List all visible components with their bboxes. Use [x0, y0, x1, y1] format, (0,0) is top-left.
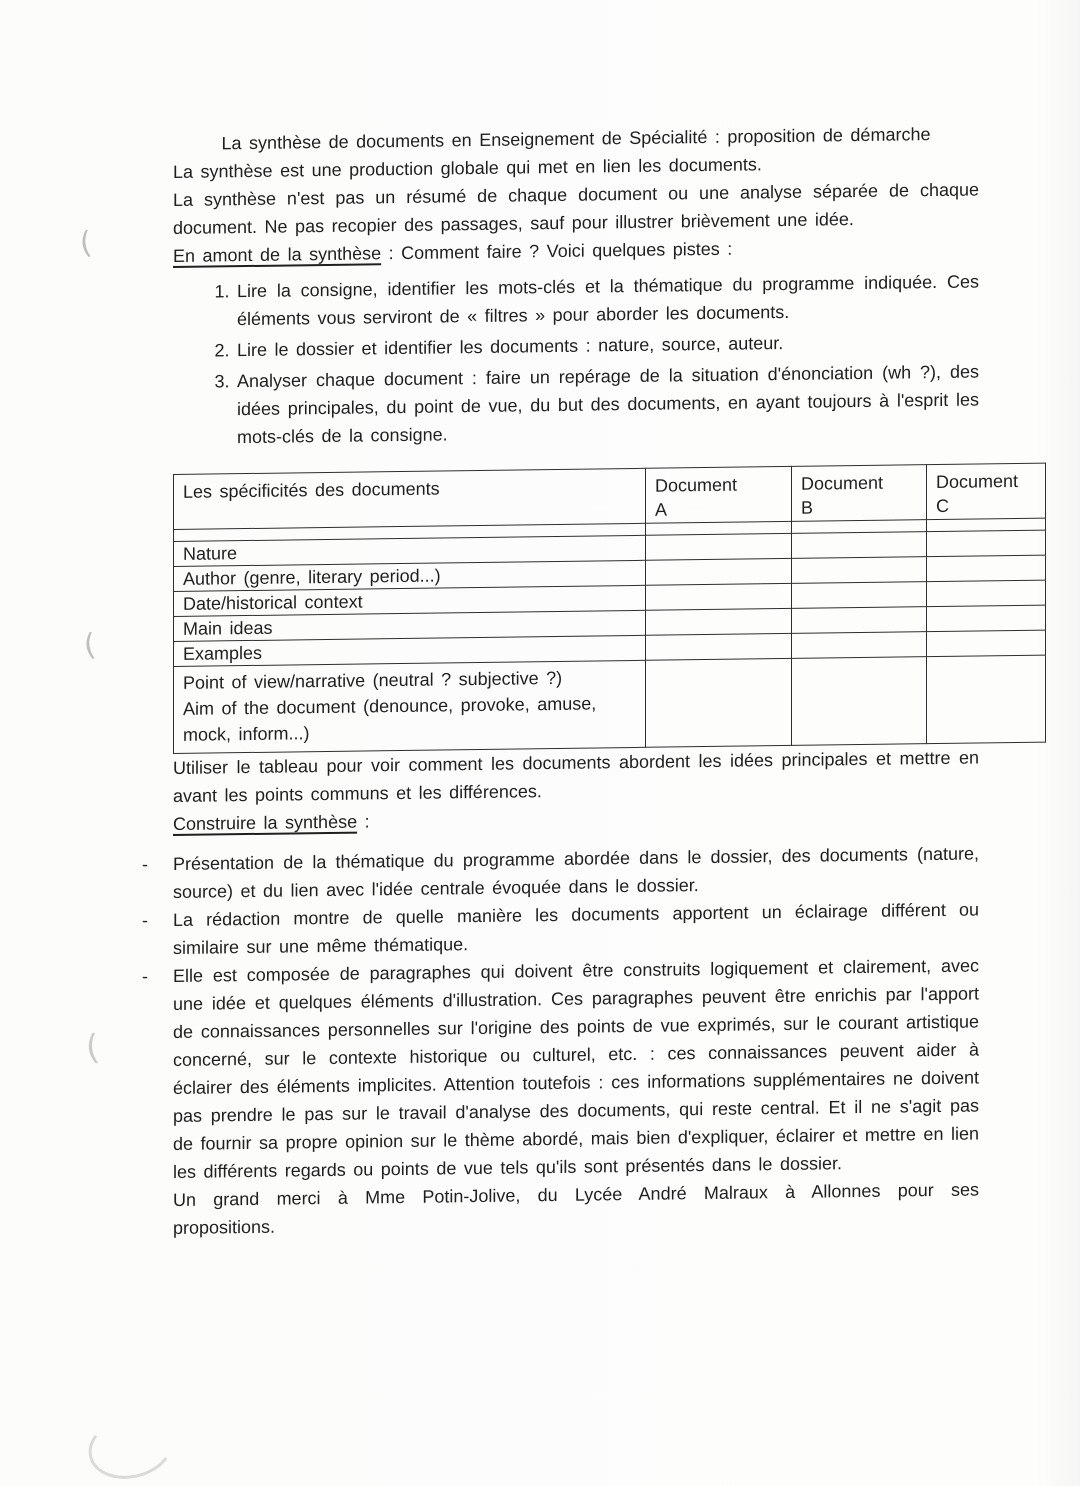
point-of-view-line: Point of view/narrative (neutral ? subjective ?)	[183, 667, 563, 693]
row-label: Main ideas	[174, 610, 646, 641]
empty-cell	[646, 633, 792, 660]
row-label: Examples	[174, 635, 646, 666]
intro-paragraph-1: La synthèse est une production globale qui met en lien les documents.	[173, 154, 762, 182]
document-b-word: Document	[801, 472, 884, 494]
document-a-word: Document	[655, 474, 738, 496]
upstream-heading-rest: : Comment faire ? Voici quelques pistes :	[381, 238, 733, 264]
empty-cell	[646, 558, 792, 585]
page-title: La synthèse de documents en Enseignement de Spécialité : proposition de démarche	[221, 124, 931, 154]
empty-cell	[927, 605, 1046, 632]
empty-cell	[646, 608, 792, 635]
empty-cell	[927, 530, 1046, 557]
empty-cell	[646, 533, 792, 560]
build-point-1: - Présentation de la thématique du programme abordée dans le dossier, des documents (nature, source) et du lien avec l'idée centrale évoquée dans le dossier.	[173, 839, 979, 906]
step-item-3: 3. Analyser chaque document : faire un repérage de la situation d'énonciation (wh ?), des idées principales, du point de vue, du but des documents, en ayant toujours à l'esprit les mots-clés de la consigne.	[237, 357, 979, 451]
table-header-document-b	[792, 465, 927, 522]
empty-cell	[646, 658, 792, 747]
pencil-mark-circle	[82, 1407, 180, 1486]
empty-cell	[927, 655, 1046, 744]
row-label: Nature	[174, 535, 646, 566]
aim-line: Aim of the document (denounce, provoke, amuse, mock, inform...)	[183, 693, 597, 745]
pencil-mark-parenthesis-1: (	[78, 225, 94, 262]
step-item-1: 1. Lire la consigne, identifier les mots-clés et la thématique du programme indiquée. Ces éléments vous serviront de « filtres » pour aborder les documents.	[237, 267, 979, 333]
build-point-2: - La rédaction montre de quelle manière les documents apportent un éclairage différent ou similaire sur une même thématique.	[173, 895, 979, 962]
empty-cell	[646, 583, 792, 610]
row-label: Date/historical context	[174, 585, 646, 616]
empty-cell	[792, 557, 927, 584]
intro-paragraph-2: La synthèse n'est pas un résumé de chaque document ou une analyse séparée de chaque document. Ne pas recopier des passages, sauf pour illustrer brièvement une idée.	[173, 179, 979, 238]
documents-specifics-table	[173, 463, 1046, 754]
empty-cell	[927, 555, 1046, 582]
empty-cell	[927, 630, 1046, 657]
pencil-mark-parenthesis-3: (	[83, 1027, 102, 1069]
table-header-specifics: Les spécificités des documents	[174, 468, 646, 529]
document-c-letter: C	[936, 495, 949, 517]
closing-paragraph: Un grand merci à Mme Potin-Jolive, du Lycée André Malraux à Allonnes pour ses propositions.	[173, 1179, 979, 1238]
upstream-heading-underlined: En amont de la synthèse	[173, 243, 382, 266]
build-heading-rest: :	[357, 811, 370, 832]
row-label: Author (genre, literary period...)	[174, 560, 646, 591]
table-header-document-a	[646, 466, 792, 523]
steps-list	[173, 267, 979, 452]
build-heading-underlined: Construire la synthèse	[173, 811, 358, 834]
empty-cell	[792, 532, 927, 559]
table-usage-paragraph: Utiliser le tableau pour voir comment les documents abordent les idées principales et mettre en avant les points communs et les différences.	[173, 747, 979, 806]
build-point-3: - Elle est composée de paragraphes qui doivent être construits logiquement et clairement, avec une idée et quelques éléments d'illustration. Ces paragraphes peuvent être enrichis par l'apport de connaissances personnelles sur l'origine des points de vue exprimés, sur le courant artistique concerné, sur le contexte historique ou culturel, etc. : ces connaissances peuvent aider à éclairer des éléments implicites. Attention toutefois : ces informations supplémentaires ne doivent pas prendre le pas sur le travail d'analyse des documents, qui reste central. Et il ne s'agit pas de fournir sa propre opinion sur le thème abordé, mais bien d'expliquer, éclairer et mettre en lien les différents regards ou points de vue tels qu'ils sont présentés dans le dossier.	[173, 951, 979, 1186]
document-content	[173, 107, 1019, 1242]
table-header-document-c	[927, 463, 1046, 520]
row-label	[174, 660, 646, 753]
empty-cell	[927, 580, 1046, 607]
empty-cell	[792, 657, 927, 746]
empty-cell	[792, 582, 927, 609]
document-b-letter: B	[801, 497, 814, 518]
empty-cell	[792, 632, 927, 659]
table-row-point-of-view-aim	[174, 655, 1046, 753]
build-points-list	[173, 839, 979, 1186]
pencil-mark-parenthesis-2: (	[82, 627, 98, 664]
step-item-2: 2. Lire le dossier et identifier les documents : nature, source, auteur.	[237, 326, 979, 364]
document-c-word: Document	[936, 470, 1019, 493]
empty-cell	[792, 607, 927, 634]
document-a-letter: A	[655, 499, 668, 520]
